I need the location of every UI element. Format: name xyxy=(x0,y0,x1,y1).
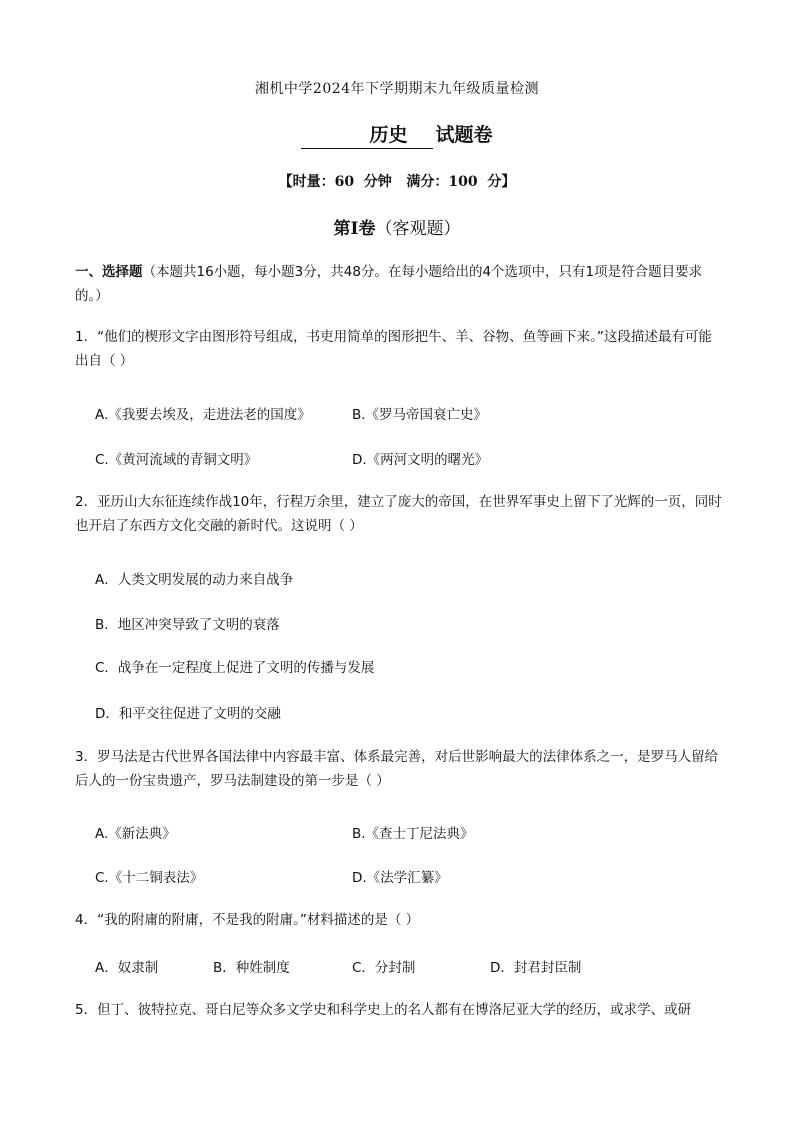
subject-name: 历史 xyxy=(369,124,408,146)
question-1-option-a[interactable]: A.《我要去埃及，走进法老的国度》 xyxy=(95,407,311,423)
question-4-option-b[interactable]: B．种姓制度 xyxy=(213,960,290,976)
question-3-option-c[interactable]: C.《十二铜表法》 xyxy=(95,870,204,886)
time-info: 【时量：60 分钟 满分：100 分】 xyxy=(278,174,516,190)
question-2-option-b[interactable]: B．地区冲突导致了文明的衰落 xyxy=(95,617,280,633)
question-4-stem: 4．“我的附庸的附庸，不是我的附庸。”材料描述的是（ ） xyxy=(75,912,420,928)
question-1-option-c[interactable]: C.《黄河流域的青铜文明》 xyxy=(95,452,258,468)
school-title: 湘机中学2024年下学期期末九年级质量检测 xyxy=(254,81,540,97)
question-2-option-a[interactable]: A．人类文明发展的动力来自战争 xyxy=(95,572,294,588)
question-3-option-d[interactable]: D.《法学汇纂》 xyxy=(352,870,448,886)
section-paren: （客观题） xyxy=(375,219,461,239)
subject-line xyxy=(0,120,794,149)
question-4-option-d[interactable]: D．封君封臣制 xyxy=(490,960,582,976)
section-name: 第Ⅰ卷 xyxy=(333,219,376,239)
question-1-option-b[interactable]: B.《罗马帝国衰亡史》 xyxy=(352,407,488,423)
instructions-text: （本题共16小题，每小题3分，共48分。在每小题给出的4个选项中，只有1项是符合题目要求的。） xyxy=(75,264,703,304)
question-5-stem: 5．但丁、彼特拉克、哥白尼等众多文学史和科学史上的名人都有在博洛尼亚大学的经历，或求学、或研 xyxy=(75,1002,692,1018)
section-instructions xyxy=(75,260,725,308)
paper-suffix: 试题卷 xyxy=(435,124,493,146)
instructions-label: 一、选择题 xyxy=(75,264,143,280)
question-3-stem: 3．罗马法是古代世界各国法律中内容最丰富、体系最完善，对后世影响最大的法律体系之一，是罗马人留给后人的一份宝贵遗产，罗马法制建设的第一步是（ ） xyxy=(75,749,719,789)
subject-blank xyxy=(301,122,433,149)
question-2-option-c[interactable]: C．战争在一定程度上促进了文明的传播与发展 xyxy=(95,660,375,676)
question-4-option-a[interactable]: A．奴隶制 xyxy=(95,960,159,976)
question-1-stem: 1．“他们的楔形文字由图形符号组成，书吏用简单的图形把牛、羊、谷物、鱼等画下来。”这段描述最有可能出自（ ） xyxy=(75,329,712,369)
question-3-option-b[interactable]: B.《查士丁尼法典》 xyxy=(352,826,474,842)
question-2-option-d[interactable]: D．和平交往促进了文明的交融 xyxy=(95,706,281,722)
question-1-option-d[interactable]: D.《两河文明的曙光》 xyxy=(352,452,489,468)
question-3-option-a[interactable]: A.《新法典》 xyxy=(95,826,176,842)
question-4-option-c[interactable]: C．分封制 xyxy=(352,960,416,976)
question-2-stem: 2．亚历山大东征连续作战10年，行程万余里，建立了庞大的帝国，在世界军事史上留下了光辉的一页，同时也开启了东西方文化交融的新时代。这说明（ ） xyxy=(75,494,722,534)
section-title xyxy=(0,214,794,239)
